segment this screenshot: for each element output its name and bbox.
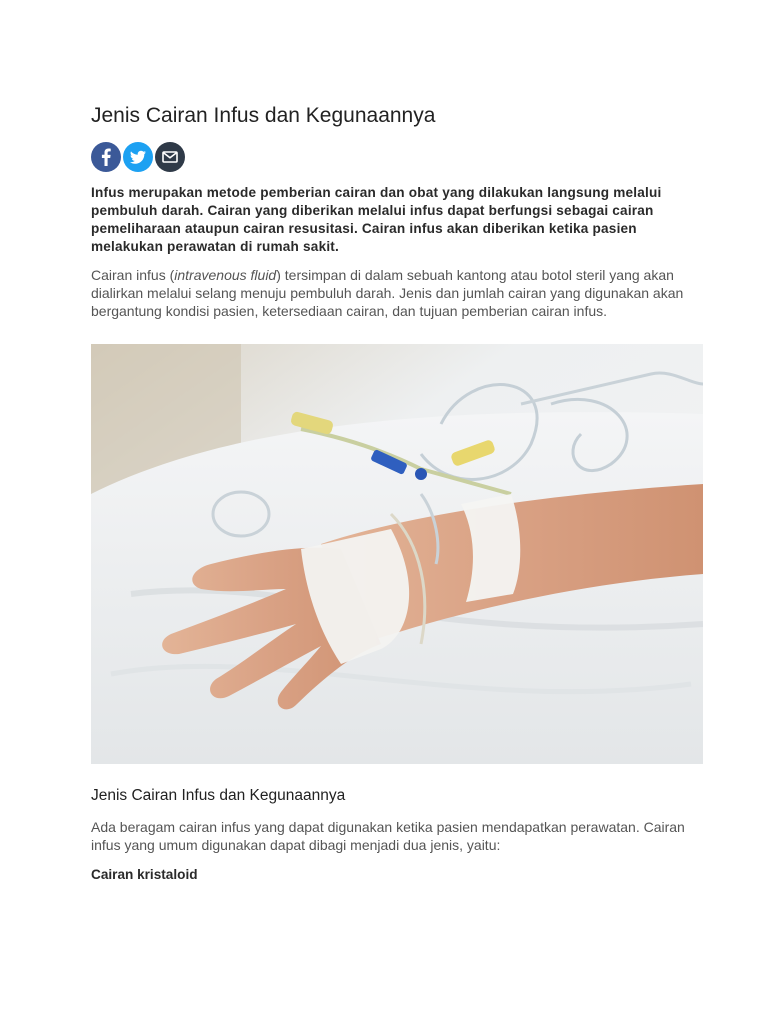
section-subheading: Cairan kristaloid — [91, 867, 198, 882]
facebook-share-button[interactable] — [91, 142, 121, 172]
twitter-icon — [123, 142, 153, 172]
intro-text-after: ) tersimpan di dalam sebuah kantong atau botol steril yang akan dialirkan melalui selang menuju pembuluh darah. Jenis dan jumlah cairan yang digunakan akan bergantung kondisi pasien, ketersediaan cairan, dan tujuan pemberian cairan infus. — [91, 267, 684, 319]
email-share-button[interactable] — [155, 142, 185, 172]
section-heading: Jenis Cairan Infus dan Kegunaannya — [91, 787, 346, 804]
intro-text-before: Cairan infus ( — [91, 267, 175, 283]
share-bar — [91, 142, 703, 172]
iv-infusion-photo — [91, 344, 703, 764]
article-title: Jenis Cairan Infus dan Kegunaannya — [91, 104, 436, 127]
facebook-icon — [91, 142, 121, 172]
intro-paragraph — [91, 266, 703, 320]
article — [91, 102, 703, 884]
photo-illustration — [91, 344, 703, 764]
section-paragraph: Ada beragam cairan infus yang dapat digunakan ketika pasien mendapatkan perawatan. Cairan infus yang umum digunakan dapat dibagi menjadi dua jenis, yaitu: — [91, 819, 685, 853]
intro-text-italic: intravenous fluid — [174, 267, 277, 283]
email-icon — [155, 142, 185, 172]
twitter-share-button[interactable] — [123, 142, 153, 172]
lead-paragraph: Infus merupakan metode pemberian cairan dan obat yang dilakukan langsung melalui pembuluh darah. Cairan yang diberikan melalui infus dapat berfungsi sebagai cairan pemeliharaan ataupun cairan resusitasi. Cairan infus akan diberikan ketika pasien melakukan perawatan di rumah sakit. — [91, 185, 662, 254]
